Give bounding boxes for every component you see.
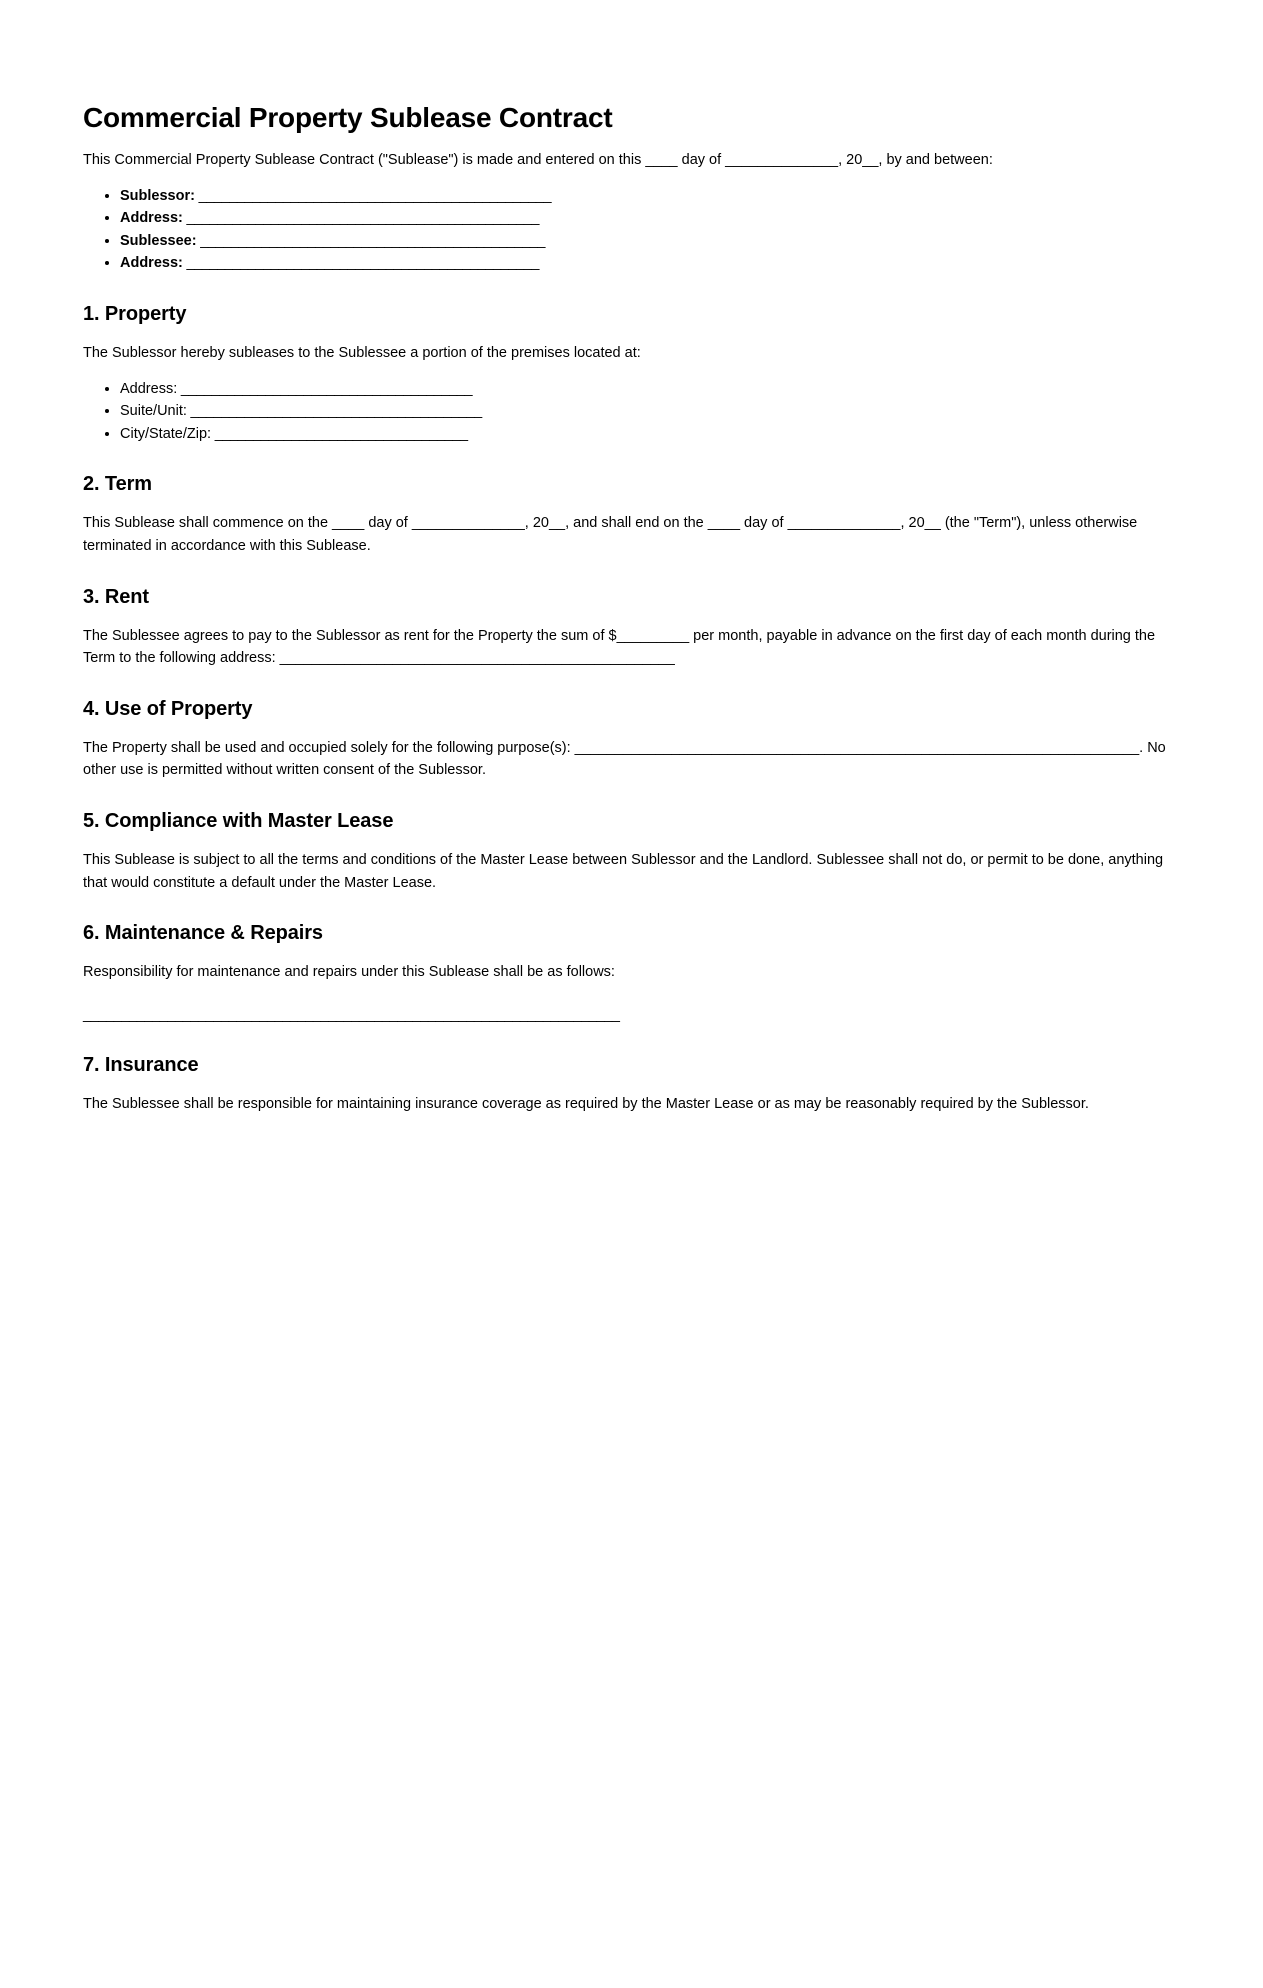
list-item [120, 230, 1180, 253]
property-field-label: Address: [120, 380, 178, 397]
fill-line[interactable]: _____________________________________________ [196, 232, 546, 249]
party-label: Address: [120, 255, 183, 272]
fill-line[interactable]: _________________________________ [211, 425, 468, 442]
list-item [120, 400, 1180, 423]
page-title: Commercial Property Sublease Contract [83, 102, 613, 133]
parties-list [83, 172, 1180, 275]
section-heading-property: 1. Property [83, 302, 187, 325]
fill-line[interactable]: ______________________________________________ [194, 187, 552, 204]
fill-line[interactable]: ______________________________________________ [182, 210, 540, 227]
document-body [83, 0, 1180, 1116]
property-details-list [83, 365, 1180, 446]
property-field-label: City/State/Zip: [120, 425, 212, 442]
section-heading-compliance: 5. Compliance with Master Lease [83, 809, 394, 832]
list-item [120, 252, 1180, 275]
intro-paragraph: This Commercial Property Sublease Contract ("Sublease") is made and entered on this ____ day of ______________, 20__, by and between: [83, 152, 993, 168]
section-paragraph-property: The Sublessor hereby subleases to the Sublessee a portion of the premises located at: [83, 344, 641, 361]
list-item [120, 207, 1180, 230]
party-label: Sublessor: [120, 187, 195, 204]
section-paragraph-compliance: This Sublease is subject to all the terms and conditions of the Master Lease between Sublessor and the Landlord. Sublessee shall not do, or permit to be done, anything that would constitute a default under the Master Lease. [83, 851, 1164, 891]
fill-line[interactable]: ______________________________________ [186, 403, 482, 420]
section-heading-insurance: 7. Insurance [83, 1054, 199, 1077]
section-heading-maintenance: 6. Maintenance & Repairs [83, 922, 323, 945]
property-field-label: Suite/Unit: [120, 403, 187, 420]
maintenance-fill-line[interactable]: ______________________________________________________________________ [83, 1006, 620, 1023]
section-heading-term: 2. Term [83, 473, 152, 496]
party-label: Sublessee: [120, 232, 197, 249]
section-heading-rent: 3. Rent [83, 585, 149, 608]
section-paragraph-insurance: The Sublessee shall be responsible for maintaining insurance coverage as required by the Master Lease or as may be reasonably required by the Sublessor. [83, 1096, 1089, 1113]
fill-line[interactable]: ______________________________________ [177, 380, 473, 397]
fill-line[interactable]: ______________________________________________ [182, 255, 540, 272]
list-item [120, 185, 1180, 208]
party-label: Address: [120, 210, 183, 227]
list-item [120, 378, 1180, 401]
section-paragraph-rent: The Sublessee agrees to pay to the Sublessor as rent for the Property the sum of $_________ per month, payable in advance on the first day of each month during the Term to the following address: _________________________________________________ [83, 627, 1156, 667]
section-paragraph-use-of-property: The Property shall be used and occupied solely for the following purpose(s): ______________________________________________________________________. No other use is permitted without written consent of the Sublessor. [83, 739, 1166, 779]
list-item [120, 423, 1180, 446]
section-paragraph-maintenance: Responsibility for maintenance and repairs under this Sublease shall be as follows: [83, 964, 615, 981]
section-heading-use-of-property: 4. Use of Property [83, 697, 253, 720]
section-paragraph-term: This Sublease shall commence on the ____ day of ______________, 20__, and shall end on the ____ day of ______________, 20__ (the "Term"), unless otherwise terminated in accordance with this Sublease. [83, 515, 1138, 554]
